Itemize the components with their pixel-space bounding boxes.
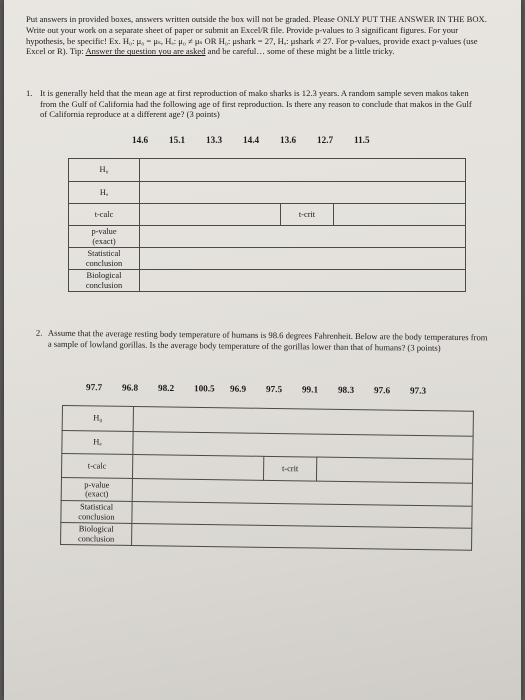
value: 14.4	[243, 135, 260, 145]
value: 15.1	[169, 135, 186, 145]
value: 11.5	[354, 135, 370, 145]
label-t-crit: t-crit	[281, 204, 334, 226]
value: 12.7	[317, 135, 334, 145]
label-ha: Hₐ	[69, 182, 140, 204]
question-2-values	[86, 382, 446, 396]
value: 100.5	[193, 383, 215, 394]
value: 97.7	[85, 382, 103, 393]
answer-box-biological-conclusion[interactable]	[140, 270, 466, 292]
question-1-number: 1.	[26, 88, 33, 98]
instructions-text: Put answers in provided boxes, answers written outside the box will not be graded. Please ONLY PUT THE ANSWER IN THE BOX. Write out your work on a separate sheet of paper or submit an Excel/R file. Provide p-values to 3 significant figures. For your hypothesis, be specific! Ex. H₀: μ₀ = μₛ, Hₐ: μ₀ ≠ μₛ OR H₀: μshark = 27, Hₐ: μshark ≠ 27. For p-values, provide exact p-values (use Excel or R). Tip:	[26, 14, 487, 57]
answer-box-t-crit[interactable]	[334, 204, 466, 226]
label-biological-conclusion	[61, 522, 132, 545]
answer-box-t-crit[interactable]	[316, 457, 472, 483]
label-statistical: Statistical	[79, 502, 114, 513]
answer-box-p-value[interactable]	[140, 226, 466, 248]
value: 97.6	[373, 385, 391, 396]
answer-box-h0[interactable]	[140, 159, 466, 182]
question-1-text: It is generally held that the mean age at first reproduction of mako sharks is 12.3 years. A random sample seven makos taken from the Gulf of California had the following age of first reproduction. Is there any reason to conclude that makos in the Gulf of California reproduce at a different age? (3 points)	[40, 88, 472, 119]
question-2-text: Assume that the average resting body temperature of humans is 98.6 degrees Fahrenheit. Below are the body temperatures from a sample of lowland gorillas. Is the average body temperature of the gorillas lower than that of humans? (3 points)	[47, 327, 488, 353]
value: 97.3	[409, 385, 427, 396]
answer-table-1	[68, 158, 466, 292]
label-p-value-line2: (exact)	[85, 489, 109, 499]
question-2	[35, 327, 491, 353]
label-ha: Hₐ	[62, 431, 133, 455]
label-p-value-line1: p-value	[84, 480, 110, 490]
answer-box-t-calc[interactable]	[132, 454, 263, 480]
value: 14.6	[132, 135, 149, 145]
label-h0: H₀	[62, 406, 133, 432]
value: 96.9	[229, 383, 247, 394]
value: 13.6	[280, 135, 297, 145]
value: 98.2	[157, 382, 175, 394]
value: 98.3	[337, 384, 355, 395]
label-conclusion: conclusion	[77, 533, 115, 544]
label-biological-conclusion	[69, 270, 140, 292]
label-p-value	[69, 226, 140, 248]
label-p-value-line2: (exact)	[92, 236, 116, 246]
answer-box-ha[interactable]	[140, 182, 466, 204]
label-statistical-conclusion	[69, 248, 140, 270]
answer-box-biological-conclusion[interactable]	[132, 523, 472, 550]
label-biological: Biological	[86, 271, 122, 281]
answer-table-2	[60, 405, 474, 551]
label-p-value-line1: p-value	[91, 227, 117, 237]
show-through-text	[241, 599, 264, 640]
question-2-number: 2.	[35, 327, 43, 338]
instructions	[26, 14, 496, 57]
question-1-values	[132, 135, 391, 145]
label-conclusion: conclusion	[85, 258, 123, 268]
instructions-tail: and be careful… some of these might be a little tricky.	[207, 46, 395, 57]
label-h0: H₀	[69, 159, 140, 182]
worksheet-page	[4, 0, 521, 700]
value: 13.3	[206, 135, 223, 145]
answer-box-t-calc[interactable]	[140, 204, 281, 226]
answer-box-statistical-conclusion[interactable]	[140, 248, 466, 270]
label-t-crit: t-crit	[263, 456, 316, 481]
label-t-calc: t-calc	[69, 204, 140, 226]
label-statistical-conclusion	[61, 500, 132, 523]
label-t-calc: t-calc	[61, 454, 132, 479]
label-statistical: Statistical	[87, 249, 121, 259]
value: 97.5	[265, 384, 283, 395]
instructions-underlined: Answer the question you are asked	[85, 46, 206, 57]
value: 99.1	[301, 384, 319, 395]
value: 96.8	[121, 382, 139, 393]
label-biological: Biological	[78, 524, 114, 535]
label-p-value	[61, 477, 132, 501]
label-conclusion: conclusion	[78, 511, 115, 522]
label-conclusion: conclusion	[85, 280, 123, 290]
